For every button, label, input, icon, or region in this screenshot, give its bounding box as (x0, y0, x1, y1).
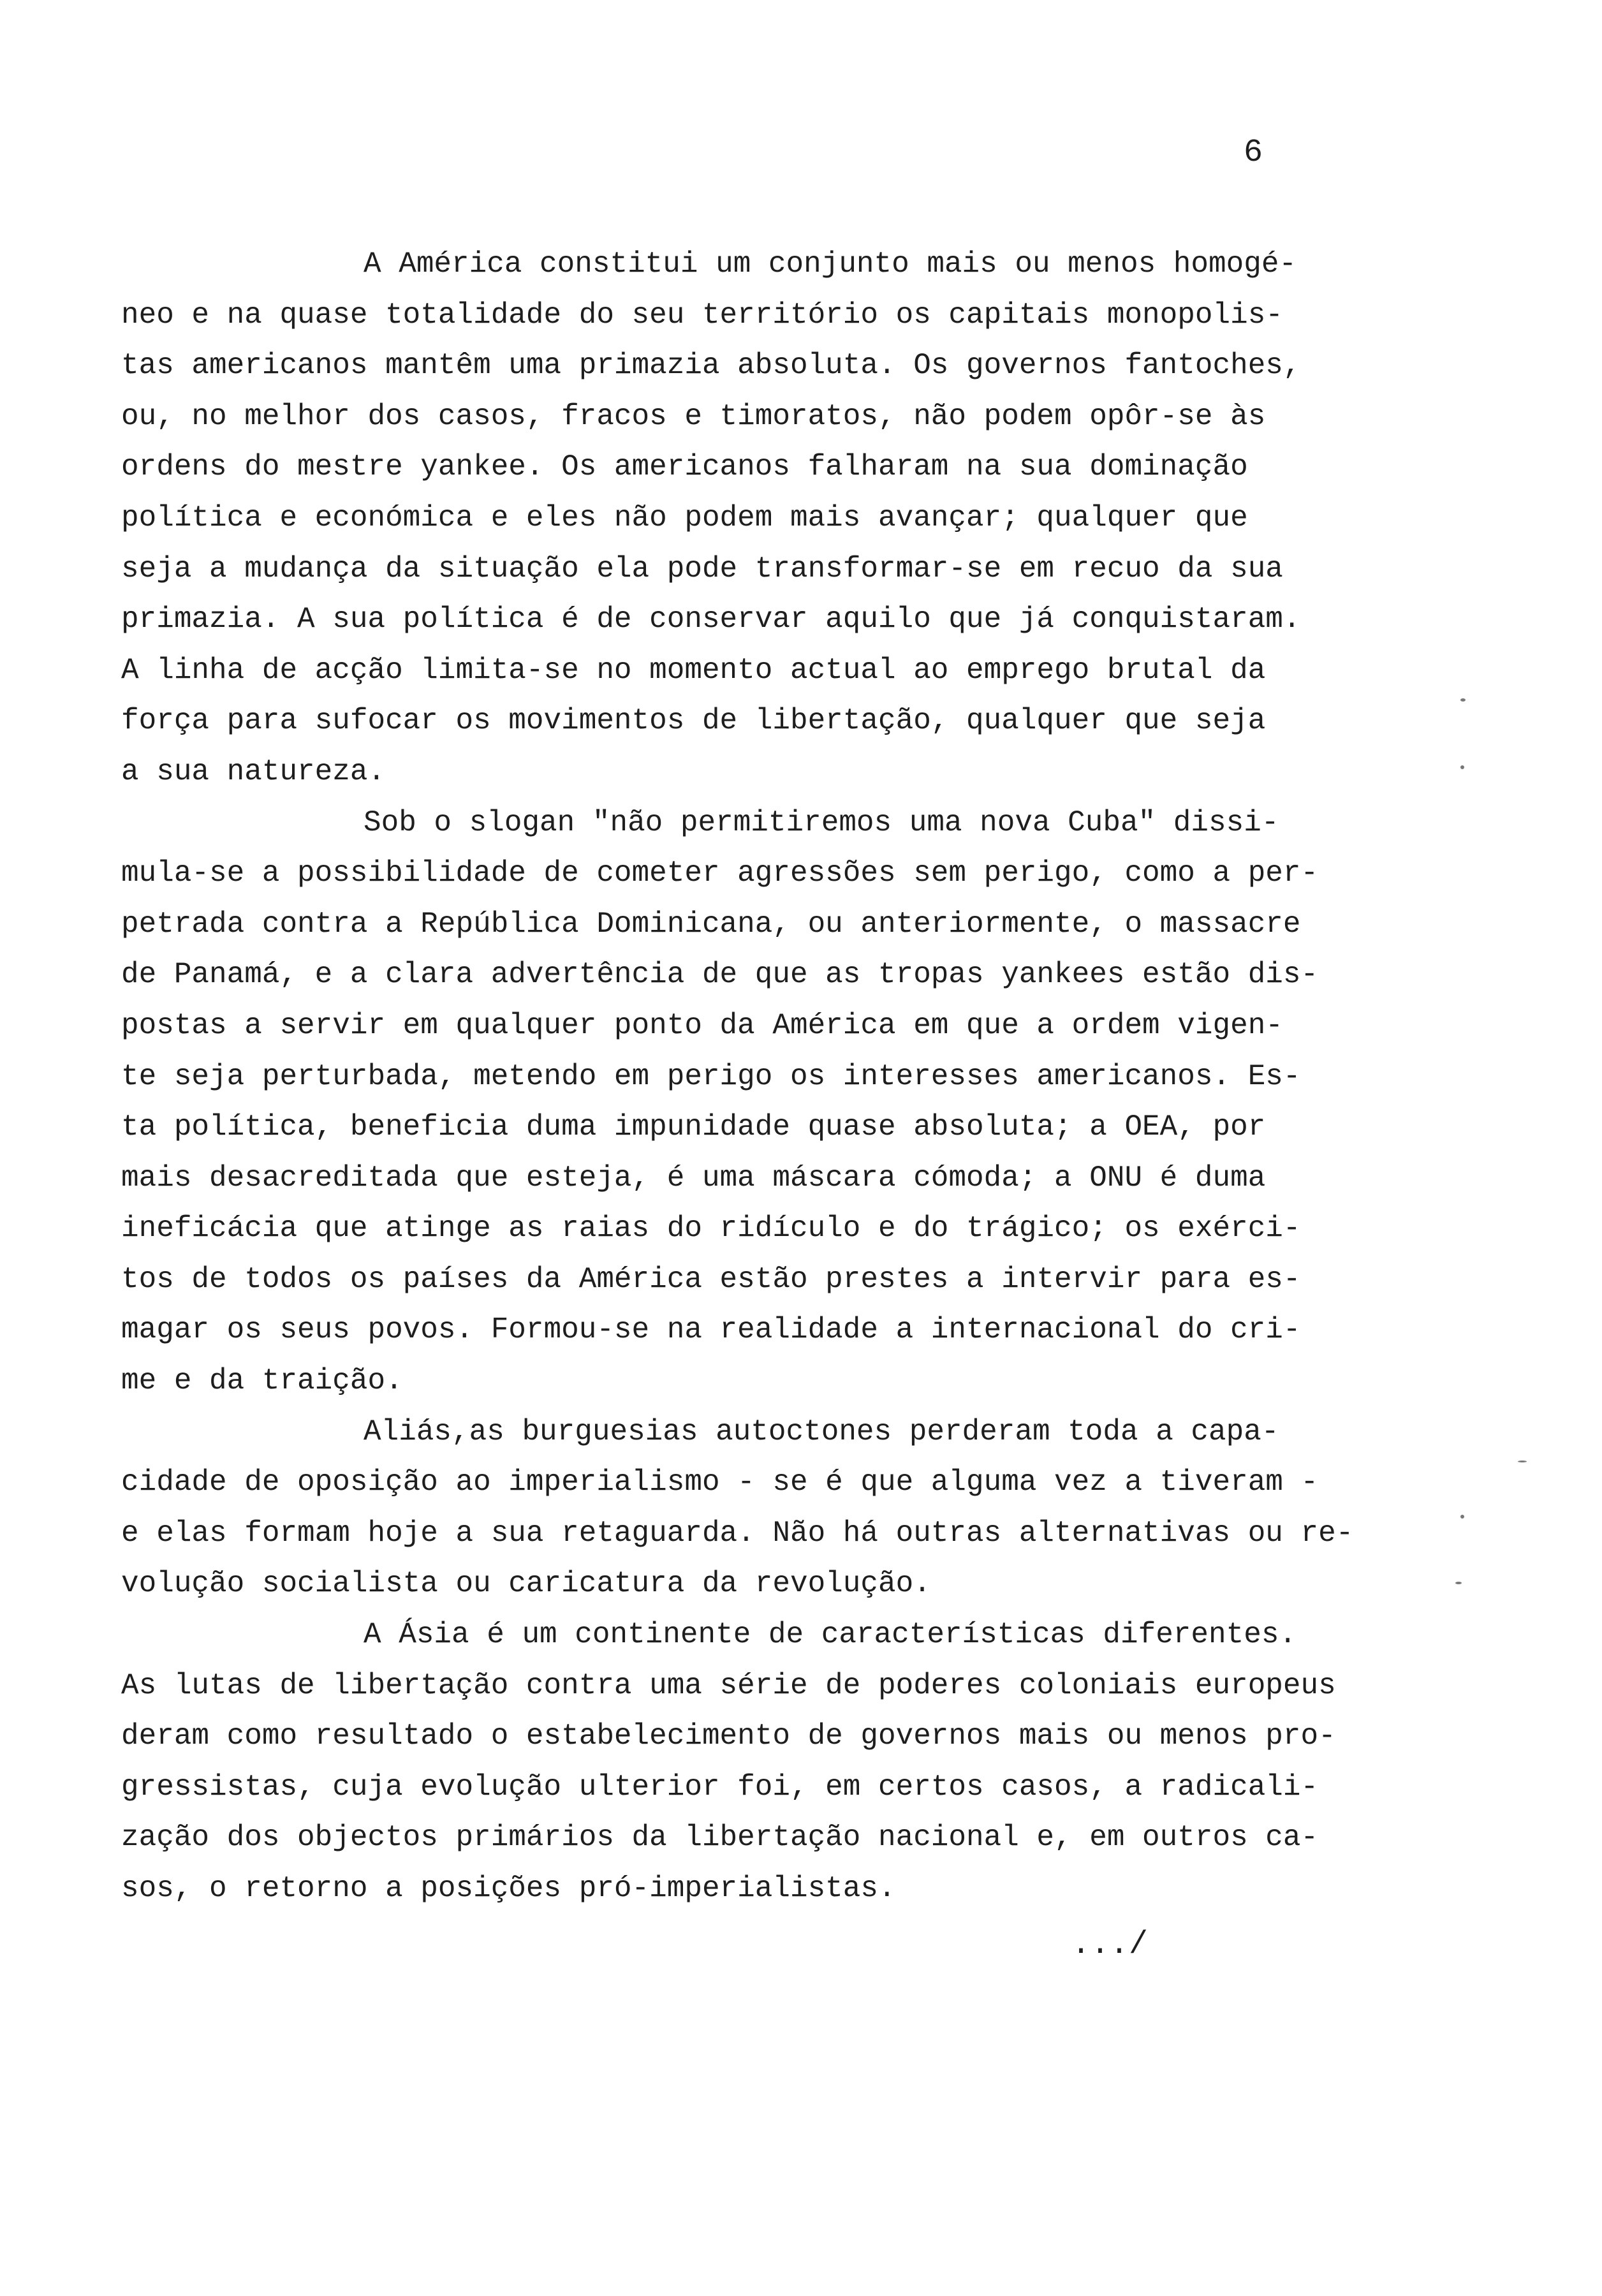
scan-speck (1460, 698, 1466, 702)
scan-speck (1518, 1461, 1527, 1462)
scan-speck (1455, 1582, 1462, 1584)
scan-speck (1460, 765, 1464, 769)
text-line: tas americanos mantêm uma primazia absoluta. Os governos fantoches, (121, 349, 1301, 383)
text-line: gressistas, cuja evolução ulterior foi, em certos casos, a radicali- (121, 1770, 1319, 1804)
paragraph-slogan (121, 798, 1416, 1407)
continuation-mark: .../ (1071, 1927, 1149, 1963)
text-line: primazia. A sua política é de conservar aquilo que já conquistaram. (121, 603, 1301, 637)
text-line: seja a mudança da situação ela pode transformar-se em recuo da sua (121, 552, 1283, 585)
text-line: ta política, beneficia duma impunidade quase absoluta; a OEA, por (121, 1110, 1266, 1144)
text-line: ordens do mestre yankee. Os americanos falharam na sua dominação (121, 450, 1248, 484)
text-line: neo e na quase totalidade do seu território os capitais monopolis- (121, 298, 1283, 332)
text-line: As lutas de libertação contra uma série de poderes coloniais europeus (121, 1668, 1336, 1702)
text-line: postas a servir em qualquer ponto da América em que a ordem vigen- (121, 1008, 1283, 1042)
text-line: sos, o retorno a posições pró-imperialistas. (121, 1872, 896, 1905)
text-line: e elas formam hoje a sua retaguarda. Não há outras alternativas ou re- (121, 1516, 1354, 1550)
text-line: política e económica e eles não podem mais avançar; qualquer que (121, 501, 1248, 534)
text-line: Sob o slogan "não permitiremos uma nova Cuba" dissi- (364, 806, 1279, 839)
text-line: petrada contra a República Dominicana, ou anteriormente, o massacre (121, 907, 1301, 941)
text-line: ou, no melhor dos casos, fracos e timoratos, não podem opôr-se às (121, 399, 1266, 433)
text-line: A linha de acção limita-se no momento actual ao emprego brutal da (121, 653, 1266, 687)
text-line: te seja perturbada, metendo em perigo os interesses americanos. Es- (121, 1059, 1301, 1093)
text-line: tos de todos os países da América estão prestes a intervir para es- (121, 1262, 1301, 1296)
paragraph-america (121, 239, 1416, 798)
page-number: 6 (1244, 135, 1263, 171)
paragraph-burguesias (121, 1407, 1416, 1610)
text-line: mula-se a possibilidade de cometer agressões sem perigo, como a per- (121, 857, 1319, 890)
text-line: ineficácia que atinge as raias do ridículo e do trágico; os exérci- (121, 1212, 1301, 1246)
text-line: magar os seus povos. Formou-se na realidade a internacional do cri- (121, 1313, 1301, 1347)
text-line: deram como resultado o estabelecimento de governos mais ou menos pro- (121, 1719, 1336, 1753)
text-line: força para sufocar os movimentos de libertação, qualquer que seja (121, 704, 1266, 738)
text-line: volução socialista ou caricatura da revolução. (121, 1567, 931, 1601)
scan-speck (1460, 1515, 1464, 1519)
text-line: Aliás,as burguesias autoctones perderam toda a capa- (364, 1415, 1279, 1448)
text-line: a sua natureza. (121, 754, 386, 788)
paragraph-asia (121, 1610, 1416, 1915)
text-line: A Ásia é um continente de características diferentes. (364, 1618, 1297, 1652)
text-line: me e da traição. (121, 1364, 403, 1398)
text-line: cidade de oposição ao imperialismo - se é que alguma vez a tiveram - (121, 1466, 1319, 1499)
text-line: mais desacreditada que esteja, é uma máscara cómoda; a ONU é duma (121, 1161, 1266, 1195)
text-line: de Panamá, e a clara advertência de que as tropas yankees estão dis- (121, 958, 1319, 992)
text-line: A América constitui um conjunto mais ou menos homogé- (364, 247, 1297, 281)
text-line: zação dos objectos primários da libertação nacional e, em outros ca- (121, 1821, 1319, 1855)
body-text (121, 239, 1416, 1915)
